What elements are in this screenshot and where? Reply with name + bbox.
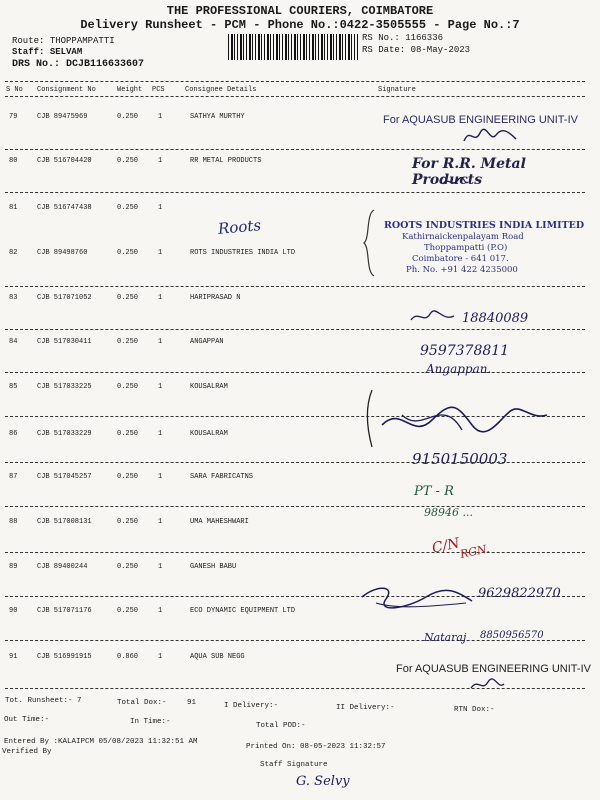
col-consignee: Consignee Details (185, 86, 257, 94)
row-pcs: 1 (158, 518, 163, 526)
row-weight: 0.250 (117, 383, 139, 391)
row88-note2: RGN. (458, 542, 491, 561)
header-rule-top (5, 81, 585, 82)
row-consignment: CJB 516991915 (37, 653, 92, 661)
row-consignee: KOUSALRAM (190, 383, 228, 391)
row-sno: 86 (9, 430, 18, 438)
row-pcs: 1 (158, 383, 163, 391)
row-weight: 0.250 (117, 430, 139, 438)
total-dox-value: 91 (187, 699, 197, 707)
roots-stamp-line3: Thoppampatti (P.O) (424, 243, 508, 253)
rs-number: RS No.: 1166336 (362, 33, 444, 43)
row79-signature (460, 125, 520, 147)
row-weight: 0.250 (117, 204, 139, 212)
row-consignment: CJB 89498760 (37, 249, 88, 257)
row79-company-stamp: For AQUASUB ENGINEERING UNIT-IV (383, 114, 578, 126)
row81-handwritten-note: Roots (217, 216, 262, 238)
row83-phone: 18840089 (462, 311, 529, 326)
row-consignment: CJB 517033229 (37, 430, 92, 438)
entered-by: Entered By :KALAIPCM 05/08/2023 11:32:51 AM (4, 738, 198, 746)
staff-signature: G. Selvy (296, 774, 350, 789)
route-label: Route: (12, 36, 45, 46)
row91-company-stamp: For AQUASUB ENGINEERING UNIT-IV (396, 663, 591, 675)
in-time: In Time:- (130, 718, 171, 726)
ii-delivery: II Delivery:- (336, 704, 395, 712)
row91-signature (468, 676, 508, 694)
row84-phone: 9597378811 (420, 343, 510, 359)
row-sno: 84 (9, 338, 18, 346)
row-sno: 91 (9, 653, 18, 661)
row-pcs: 1 (158, 113, 163, 121)
row-weight: 0.250 (117, 294, 139, 302)
staff-value: SELVAM (49, 47, 83, 57)
row-sno: 82 (9, 249, 18, 257)
drs-value: DCJB116633607 (66, 59, 145, 70)
row-pcs: 1 (158, 653, 163, 661)
row-consignee: RR METAL PRODUCTS (190, 157, 262, 165)
printed-on: Printed On: 08-05-2023 11:32:57 (246, 743, 386, 751)
row-pcs: 1 (158, 607, 163, 615)
row-consignment: CJB 517033225 (37, 383, 92, 391)
row-divider (5, 286, 585, 287)
i-delivery: I Delivery:- (224, 702, 279, 710)
row-sno: 85 (9, 383, 18, 391)
row-weight: 0.250 (117, 563, 139, 571)
row84-name: Angappan. (426, 362, 492, 376)
row-divider (5, 149, 585, 150)
row-weight: 0.250 (117, 338, 139, 346)
row-consignment: CJB 517008131 (37, 518, 92, 526)
row-sno: 88 (9, 518, 18, 526)
row87-note: PT - R (414, 484, 454, 499)
barcode (228, 34, 358, 60)
roots-stamp-line2: Kathirnaickenpalayam Road (402, 232, 524, 242)
row-divider (5, 192, 585, 193)
row-sno: 87 (9, 473, 18, 481)
roots-stamp-line4: Coimbatore - 641 017. (412, 254, 509, 264)
verified-by: Verified By (2, 748, 52, 756)
row-sno: 79 (9, 113, 18, 121)
row-pcs: 1 (158, 294, 163, 302)
row-consignee: AQUA SUB NEGG (190, 653, 245, 661)
row-sno: 83 (9, 294, 18, 302)
row-consignment: CJB 517030411 (37, 338, 92, 346)
row-sno: 89 (9, 563, 18, 571)
header-rule-bottom (5, 96, 585, 97)
row89-phone: 9629822970 (478, 586, 561, 601)
staff-signature-label: Staff Signature (260, 761, 328, 769)
row-weight: 0.250 (117, 157, 139, 165)
row80-signature (440, 174, 470, 190)
roots-stamp-line1: ROOTS INDUSTRIES INDIA LIMITED (384, 220, 585, 231)
row85-86-signature (362, 385, 552, 455)
row-consignee: GANESH BABU (190, 563, 237, 571)
staff-row (12, 47, 82, 57)
row-weight: 0.250 (117, 249, 139, 257)
row-consignee: SATHYA MURTHY (190, 113, 245, 121)
row-consignee: HARIPRASAD N (190, 294, 241, 302)
roots-stamp-line5: Ph. No. +91 422 4235000 (406, 265, 518, 275)
row-sno: 80 (9, 157, 18, 165)
row-sno: 90 (9, 607, 18, 615)
row-weight: 0.250 (117, 518, 139, 526)
row-weight: 0.860 (117, 653, 139, 661)
row-consignment: CJB 517071052 (37, 294, 92, 302)
row-pcs: 1 (158, 204, 163, 212)
row83-signature (408, 306, 458, 328)
row89-signature (356, 583, 476, 611)
row-consignee: SARA FABRICATNS (190, 473, 254, 481)
row-consignee: ANGAPPAN (190, 338, 224, 346)
col-pcs: PCS (152, 86, 165, 94)
row-consignment: CJB 517071176 (37, 607, 92, 615)
row-pcs: 1 (158, 338, 163, 346)
total-dox-label: Total Dox:- (117, 699, 167, 707)
tot-runsheet: Tot. Runsheet:- 7 (5, 697, 82, 705)
drs-row (12, 59, 144, 70)
out-time: Out Time:- (4, 716, 50, 724)
rtn-dox: RTN Dox:- (454, 706, 495, 714)
row-consignment: CJB 517045257 (37, 473, 92, 481)
route-value: THOPPAMPATTI (49, 36, 115, 46)
document-subtitle: Delivery Runsheet - PCM - Phone No.:0422-3505555 - Page No.:7 (80, 18, 520, 32)
row-consignee: KOUSALRAM (190, 430, 228, 438)
drs-label: DRS No.: (12, 59, 61, 70)
route-row (12, 36, 115, 46)
row-consignment: CJB 89400244 (37, 563, 88, 571)
row-consignee: UMA MAHESHWARI (190, 518, 249, 526)
col-signature: Signature (378, 86, 416, 94)
row90-phone: 8850956570 (480, 630, 544, 641)
row-sno: 81 (9, 204, 18, 212)
row-consignment: CJB 516747438 (37, 204, 92, 212)
row-pcs: 1 (158, 249, 163, 257)
col-weight: Weight (117, 86, 143, 94)
row-consignment: CJB 516704420 (37, 157, 92, 165)
total-pod: Total POD:- (256, 722, 306, 730)
row-consignee: ROTS INDUSTRIES INDIA LTD (190, 249, 296, 257)
row-pcs: 1 (158, 157, 163, 165)
col-consignment: Consignment No (37, 86, 96, 94)
row-divider (5, 552, 585, 553)
row-pcs: 1 (158, 473, 163, 481)
staff-label: Staff: (12, 47, 45, 57)
document-title: THE PROFESSIONAL COURIERS, COIMBATORE (166, 4, 434, 18)
row80-company-stamp: For R.R. Metal Products (412, 156, 526, 188)
row86-phone: 9150150003 (412, 450, 508, 468)
row-divider (5, 329, 585, 330)
row-consignment: CJB 89475969 (37, 113, 88, 121)
row-divider (5, 506, 585, 507)
row90-name: Nataraj (424, 631, 467, 644)
row-consignee: ECO DYNAMIC EQUIPMENT LTD (190, 607, 296, 615)
row-weight: 0.250 (117, 473, 139, 481)
rs-date: RS Date: 08-May-2023 (362, 45, 471, 55)
row88-note: C/N (430, 535, 462, 557)
row-weight: 0.250 (117, 113, 139, 121)
row87-phone: 98946 ... (424, 506, 473, 519)
row-weight: 0.250 (117, 607, 139, 615)
row-divider (5, 372, 585, 373)
row-pcs: 1 (158, 563, 163, 571)
row-pcs: 1 (158, 430, 163, 438)
col-sno: S No (6, 86, 23, 94)
brace-mark (362, 208, 376, 278)
